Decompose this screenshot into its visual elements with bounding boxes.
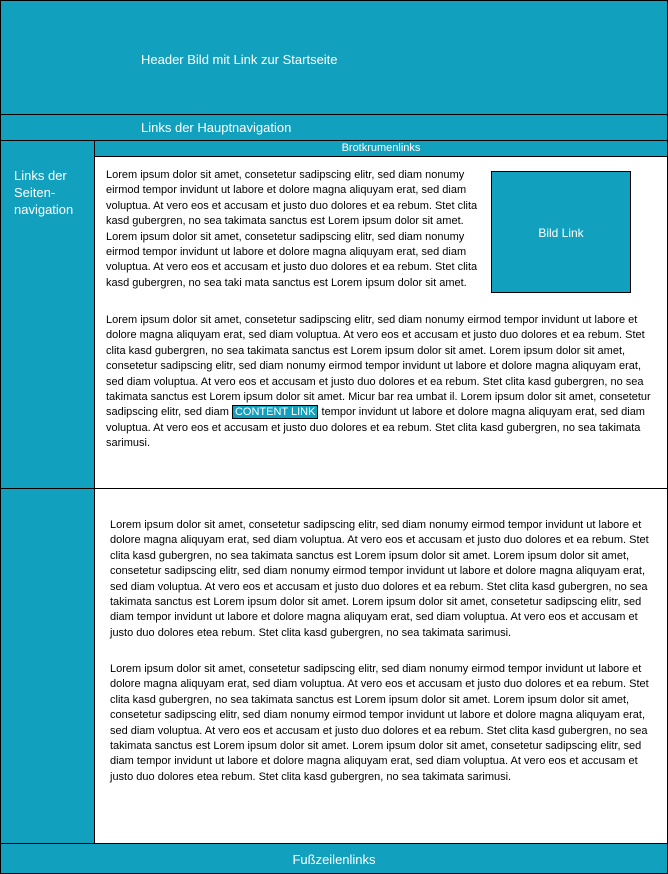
content-paragraph-3: Lorem ipsum dolor sit amet, consetetur sadipscing elitr, sed diam nonumy eirmod tempor invidunt ut labore et dolore magna aliquyam erat, sed diam voluptua. At vero eos et accusam et justo duo dolores et ea rebum. Stet clita kasd gubergren, no sea takimata sanctus est Lorem ipsum dolor sit amet. Lorem ipsum dolor sit amet, consetetur sadipscing elitr, sed diam nonumy eirmod tempor invidunt ut labore et dolore magna aliquyam erat, sed diam voluptua. At vero eos et accusam et justo duo dolores et ea rebum. Stet clita kasd gubergren, no sea takimata sanctus est Lorem ipsum dolor sit amet. Lorem ipsum dolor sit amet, consetetur sadipscing elitr, sed diam tempor invidunt ut labore et dolore magna aliquyam erat, sed diam voluptua. At vero eos et accusam et justo duo dolores etea rebum. Stet clita kasd gubergren, no sea takimata sarimusi. bbox=[110, 519, 649, 639]
breadcrumb-region[interactable] bbox=[94, 140, 668, 157]
side-navigation-label bbox=[14, 167, 84, 218]
side-navigation-label-line-1: Links der bbox=[14, 168, 67, 183]
image-link[interactable] bbox=[491, 171, 631, 293]
content-link[interactable]: CONTENT LINK bbox=[232, 405, 318, 419]
footer-region[interactable] bbox=[0, 843, 668, 874]
header-label: Header Bild mit Link zur Startseite bbox=[141, 52, 338, 67]
side-navigation-label-line-3: navigation bbox=[14, 202, 74, 217]
footer-label: Fußzeilenlinks bbox=[292, 852, 376, 867]
content-paragraph-2-after: tempor invidunt ut labore et dolore magna aliquyam erat, sed diam voluptua. At vero eos et accusam et justo duo dolores et ea rebum. Stet clita kasd gubergren, no sea takimata sarimusi. bbox=[106, 406, 645, 450]
content-paragraph-2 bbox=[106, 313, 658, 452]
main-navigation-label: Links der Hauptnavigation bbox=[141, 120, 292, 135]
image-link-label: Bild Link bbox=[538, 226, 584, 240]
side-navigation-region[interactable] bbox=[0, 140, 95, 489]
side-navigation-region-lower bbox=[0, 488, 95, 844]
main-navigation-region[interactable] bbox=[0, 114, 668, 141]
header-region[interactable] bbox=[0, 0, 668, 115]
content-paragraph-1: Lorem ipsum dolor sit amet, consetetur sadipscing elitr, sed diam nonumy eirmod tempor invidunt ut labore et dolore magna aliquyam erat, sed diam voluptua. At vero eos et accusam et justo duo dolores et ea rebum. Stet clita kasd gubergren, no sea takimata sanctus est Lorem ipsum dolor sit amet. Lorem ipsum dolor sit amet, consetetur sadipscing elitr, sed diam nonumy eirmod tempor invidunt ut labore et dolore magna aliquyam erat, sed diam voluptua. At vero eos et accusam et justo duo dolores et ea rebum. Stet clita kasd gubergren, no sea taki mata sanctus est Lorem ipsum dolor sit amet. bbox=[106, 169, 478, 289]
side-navigation-label-line-2: Seiten- bbox=[14, 185, 56, 200]
content-paragraph-4: Lorem ipsum dolor sit amet, consetetur sadipscing elitr, sed diam nonumy eirmod tempor invidunt ut labore et dolore magna aliquyam erat, sed diam voluptua. At vero eos et accusam et justo duo dolores et ea rebum. Stet clita kasd gubergren, no sea takimata sanctus est Lorem ipsum dolor sit amet. Lorem ipsum dolor sit amet, consetetur sadipscing elitr, sed diam nonumy eirmod tempor invidunt ut labore et dolore magna aliquyam erat, sed diam voluptua. At vero eos et accusam et justo duo dolores et ea rebum. Stet clita kasd gubergren, no sea takimata sanctus est Lorem ipsum dolor sit amet. Lorem ipsum dolor sit amet, consetetur sadipscing elitr, sed diam tempor invidunt ut labore et dolore magna aliquyam erat, sed diam voluptua. At vero eos et accusam et justo duo dolores etea rebum. Stet clita kasd gubergren, no sea takimata sarimusi. bbox=[110, 663, 649, 783]
content-paragraph-2-before: Lorem ipsum dolor sit amet, consetetur sadipscing elitr, sed diam nonumy eirmod tempor invidunt ut labore et dolore magna aliquyam erat, sed diam voluptua. At vero eos et accusam et justo duo dolores et ea rebum. Stet clita kasd gubergren, no sea takimata sanctus est Lorem ipsum dolor sit amet. Lorem ipsum dolor sit amet, consetetur sadipscing elitr, sed diam nonumy eirmod tempor invidunt ut labore et dolore magna aliquyam erat, sed diam voluptua. At vero eos et accusam et justo duo dolores et ea rebum. Stet clita kasd gubergren, no sea takimata sanctus est Lorem ipsum dolor sit amet. Micur bar rea umbat il. Lorem ipsum dolor sit amet, consetetur sadipscing elitr, sed diam bbox=[106, 314, 651, 419]
breadcrumb-label: Brotkrumenlinks bbox=[341, 142, 421, 154]
